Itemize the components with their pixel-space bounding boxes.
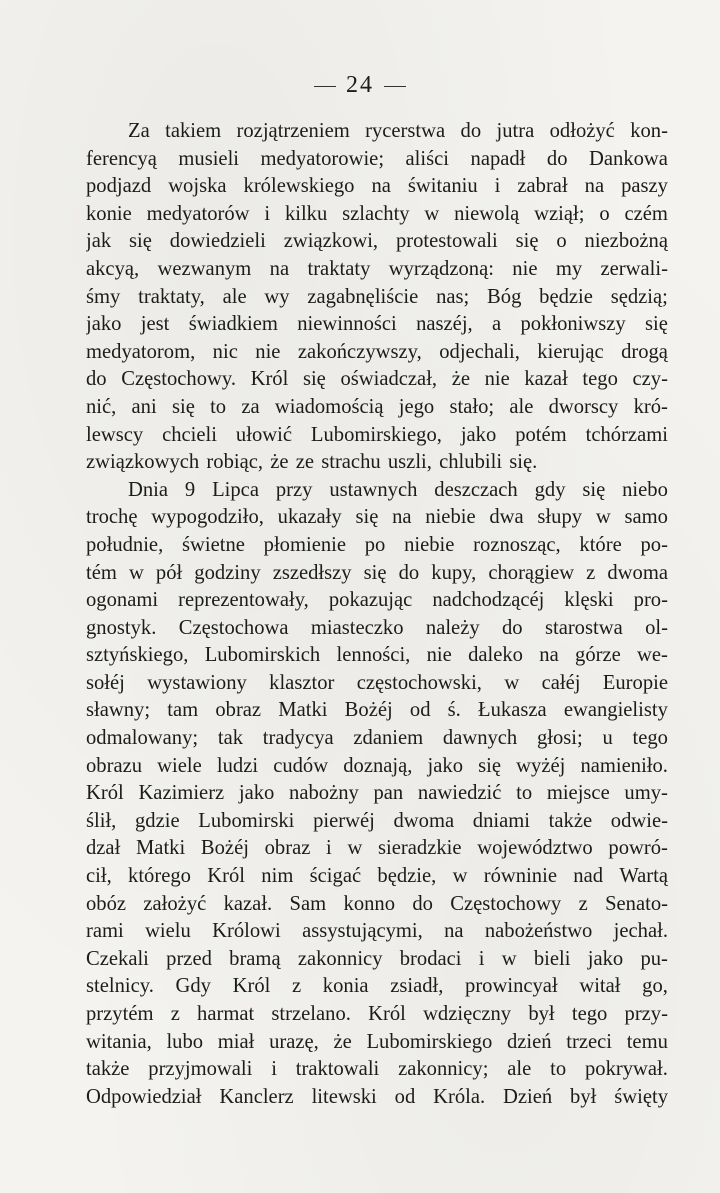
text-line: dzał Matki Bożéj obraz i w sieradzkie województwo powró- — [86, 837, 668, 860]
text-line: sławny; tam obraz Matki Bożéj od ś. Łukasza ewangielisty — [86, 699, 668, 722]
text-line: do Częstochowy. Król się oświadczał, że nie kazał tego czy- — [86, 368, 668, 391]
left-dash — [314, 86, 336, 87]
text-line: także przyjmowali i traktowali zakonnicy; ale to pokrywał. — [86, 1058, 668, 1081]
right-dash — [384, 86, 406, 87]
text-line: jako jest świadkiem niewinności naszéj, a pokłoniwszy się — [86, 313, 668, 336]
text-line: południe, świetne płomienie po niebie roznosząc, które po- — [86, 533, 668, 556]
text-line: Czekali przed bramą zakonnicy brodaci i w bieli jako pu- — [86, 947, 668, 970]
text-line: obrazu wiele ludzi cudów doznają, jako się wyżéj namieniło. — [86, 754, 668, 777]
text-line: nić, ani się to za wiadomością jego stało; ale dworscy kró- — [86, 395, 668, 418]
text-line: związkowych robiąc, że ze strachu uszli, chlubili się. — [86, 451, 538, 474]
text-line: cił, którego Król nim ścigać będzie, w równinie nad Wartą — [86, 865, 668, 888]
text-line: akcyą, wezwanym na traktaty wyrządzoną: nie my zerwali- — [86, 257, 668, 280]
text-line: Odpowiedział Kanclerz litewski od Króla. Dzień był święty — [86, 1085, 668, 1108]
text-line: medyatorom, nic nie zakończywszy, odjechali, kierując drogą — [86, 340, 668, 363]
text-line: witania, lubo miał urazę, że Lubomirskiego dzień trzeci temu — [86, 1030, 668, 1053]
text-line: konie medyatorów i kilku szlachty w niewolą wziął; o czém — [86, 202, 668, 225]
body-text — [86, 118, 668, 1111]
text-line: śmy traktaty, ale wy zagabnęliście nas; Bóg będzie sędzią; — [86, 285, 668, 308]
text-line: odmalowany; tak tradycya zdaniem dawnych głosi; u tego — [86, 727, 668, 750]
text-line: lewscy chcieli ułowić Lubomirskiego, jako potém tchórzami — [86, 423, 668, 446]
text-line: stelnicy. Gdy Król z konia zsiadł, prowincyał witał go, — [86, 975, 668, 998]
text-line: rami wielu Królowi assystującymi, na nabożeństwo jechał. — [86, 920, 668, 943]
page-header — [0, 72, 720, 99]
text-line: gnostyk. Częstochowa miasteczko należy do starostwa ol- — [86, 616, 668, 639]
text-line: jak się dowiedzieli związkowi, protestowali się o niezbożną — [86, 230, 668, 253]
text-line: ferencyą musieli medyatorowie; aliści napadł do Dankowa — [86, 147, 668, 170]
text-line: przytém z harmat strzelano. Król wdzięczny był tego przy- — [86, 1003, 668, 1025]
text-line: Za takiem rozjątrzeniem rycerstwa do jutra odłożyć kon- — [128, 120, 668, 142]
text-line: sołéj wystawiony klasztor częstochowski, w całéj Europie — [86, 671, 668, 694]
text-line: ślił, gdzie Lubomirski pierwéj dwoma dniami także odwie- — [86, 809, 668, 832]
text-line: Dnia 9 Lipca przy ustawnych deszczach gdy się niebo — [128, 478, 668, 501]
text-line: obóz założyć kazał. Sam konno do Częstochowy z Senato- — [86, 892, 668, 915]
text-line: ogonami reprezentowały, pokazując nadchodzącéj klęski pro- — [86, 589, 668, 612]
text-line: sztyńskiego, Lubomirskich lenności, nie daleko na górze we- — [86, 644, 668, 667]
text-line: trochę wypogodziło, ukazały się na niebie dwa słupy w samo — [86, 506, 668, 529]
text-line: tém w pół godziny zszedłszy się do kupy, chorągiew z dwoma — [86, 561, 668, 584]
text-line: podjazd wojska królewskiego na świtaniu i zabrał na paszy — [86, 175, 668, 198]
text-line: Król Kazimierz jako nabożny pan nawiedzić to miejsce umy- — [86, 782, 668, 805]
page-number: 24 — [346, 72, 374, 98]
